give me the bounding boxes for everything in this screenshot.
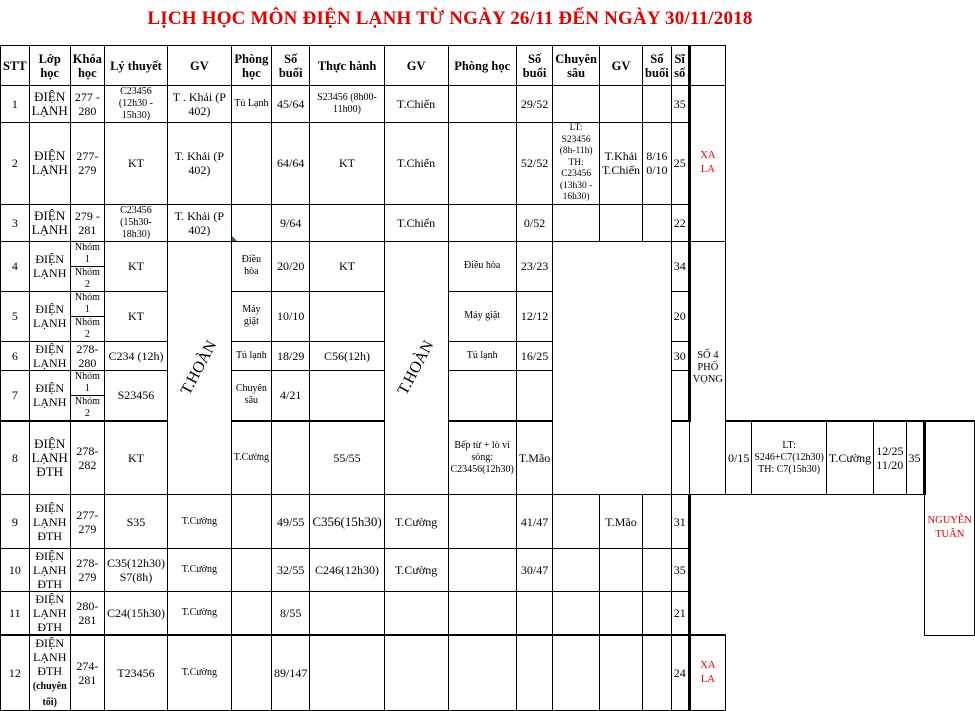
cell-thuc-hanh xyxy=(310,370,384,421)
cell-nhom: Nhóm 1 xyxy=(70,291,104,316)
header-gv-3: GV xyxy=(599,46,642,86)
cell-lop: ĐIỆN LẠNH xyxy=(29,86,70,123)
cell-gv: T . Khải (P 402) xyxy=(167,86,231,123)
cell-so-buoi-2: 30/47 xyxy=(516,549,552,592)
header-si-so: Sĩ số xyxy=(671,46,689,86)
cell-phong xyxy=(231,592,271,636)
cell-lop: ĐIỆN LẠNH ĐTH xyxy=(29,592,70,636)
cell-stt: 12 xyxy=(1,635,30,711)
cell-gv-2 xyxy=(384,635,448,711)
cell-phong-2 xyxy=(448,123,516,205)
cell-khoa: 279 - 281 xyxy=(70,204,104,241)
header-gv-2: GV xyxy=(384,46,448,86)
header-phong-hoc-2: Phòng học xyxy=(448,46,516,86)
cell-stt: 6 xyxy=(1,341,30,370)
cell-ly-thuyet: KT xyxy=(104,291,167,341)
cell-lop: ĐIỆN LẠNH ĐTH xyxy=(29,495,70,549)
cell-lop: ĐIỆN LẠNH xyxy=(29,291,70,341)
header-ly-thuyet: Lý thuyết xyxy=(104,46,167,86)
cell-chuyen-sau xyxy=(553,635,600,711)
cell-ly-thuyet: C23456 (12h30 - 15h30) xyxy=(104,86,167,123)
cell-thuc-hanh: S23456 (8h00-11h00) xyxy=(310,86,384,123)
cell-so-buoi: 18/29 xyxy=(272,341,310,370)
cell-lop xyxy=(29,635,70,711)
cell-phong xyxy=(231,635,271,711)
cell-phong: Tủ Lạnh xyxy=(231,86,271,123)
table-row xyxy=(1,495,975,549)
page-title: LỊCH HỌC MÔN ĐIỆN LẠNH TỪ NGÀY 26/11 ĐẾN NGÀY 30/11/2018 xyxy=(147,8,753,29)
cell-so-buoi: 10/10 xyxy=(272,291,310,341)
cell-phong-2 xyxy=(448,86,516,123)
cell-stt: 10 xyxy=(1,549,30,592)
cell-ly-thuyet: S35 xyxy=(104,495,167,549)
cell-si-so: 24 xyxy=(671,635,689,711)
cell-nhom: Nhóm 2 xyxy=(70,266,104,291)
group-teacher-cell-2 xyxy=(384,241,448,495)
cell-gv-2: T.Chiến xyxy=(384,123,448,205)
cell-so-buoi-2: 23/23 xyxy=(516,241,552,291)
header-so-buoi: Số buổi xyxy=(272,46,310,86)
cell-ly-thuyet: KT xyxy=(104,123,167,205)
cell-ly-thuyet: S23456 xyxy=(104,370,167,421)
table-row xyxy=(1,341,975,370)
cell-phong: Điều hòa xyxy=(231,241,271,291)
cell-chuyen-sau xyxy=(553,549,600,592)
cell-lop-note: (chuyên tối) xyxy=(32,681,67,708)
cell-gv-3: T.Khải T.Chiến xyxy=(599,123,642,205)
cell-gv: T.Cường xyxy=(167,592,231,636)
cell-so-buoi-2 xyxy=(516,592,552,636)
cell-so-buoi-3 xyxy=(643,549,672,592)
cell-si-so: 34 xyxy=(671,241,689,291)
table-row xyxy=(1,241,975,266)
cell-gv: T.Cường xyxy=(167,495,231,549)
location-xa-la: XA LA xyxy=(689,86,725,242)
cell-so-buoi: 8/55 xyxy=(272,592,310,636)
cell-phong-2: Máy giặt xyxy=(448,291,516,341)
cell-gv: T. Khải (P 402) xyxy=(167,204,231,241)
cell-lop: ĐIỆN LẠNH ĐTH xyxy=(29,421,70,495)
table-row xyxy=(1,291,975,316)
location-nguyen-tuan: NGUYỄN TUÂN xyxy=(924,421,974,636)
cell-lop-name: ĐIỆN LẠNH ĐTH xyxy=(33,636,67,678)
cell-nhom: Nhóm 1 xyxy=(70,370,104,395)
cell-so-buoi-3 xyxy=(643,204,672,241)
cell-khoa: 280-281 xyxy=(70,592,104,636)
cell-phong-2: Tủ lạnh xyxy=(448,341,516,370)
table-row xyxy=(1,370,975,395)
cell-thuc-hanh: C56(12h) xyxy=(310,341,384,370)
cell-nhom: Nhóm 2 xyxy=(70,316,104,341)
cell-gv-3 xyxy=(599,549,642,592)
cell-so-buoi: 20/20 xyxy=(272,241,310,291)
cell-so-buoi-2: 0/15 xyxy=(726,421,752,495)
cell-so-buoi-2: 52/52 xyxy=(516,123,552,205)
cell-khoa: 277 - 280 xyxy=(70,86,104,123)
cell-so-buoi: 89/147 xyxy=(272,635,310,711)
cell-ly-thuyet: C24(15h30) xyxy=(104,592,167,636)
cell-so-buoi-3: 12/25 11/20 xyxy=(874,421,906,495)
schedule-table xyxy=(0,45,975,711)
cell-thuc-hanh: KT xyxy=(310,241,384,291)
cell-so-buoi-3: 8/16 0/10 xyxy=(643,123,672,205)
cell-thuc-hanh xyxy=(310,291,384,341)
header-so-buoi-3: Số buổi xyxy=(643,46,672,86)
header-chuyen-sau: Chuyên sâu xyxy=(553,46,600,86)
cell-thuc-hanh: KT xyxy=(310,123,384,205)
group-teacher-cell xyxy=(167,241,231,495)
cell-khoa: 277-279 xyxy=(70,123,104,205)
table-row xyxy=(1,204,975,241)
cell-so-buoi-3 xyxy=(643,86,672,123)
cell-gv: T.Cường xyxy=(167,635,231,711)
cell-so-buoi: 32/55 xyxy=(272,549,310,592)
header-thuc-hanh: Thực hành xyxy=(310,46,384,86)
cell-ly-thuyet: C234 (12h) xyxy=(104,341,167,370)
cell-gv-2: T.Cường xyxy=(384,549,448,592)
cell-gv-2: T.Chiến xyxy=(384,86,448,123)
cell-thuc-hanh: Bếp từ + lò vi sóng: C23456(12h30) xyxy=(448,421,516,495)
cell-phong: Tủ lạnh xyxy=(231,341,271,370)
cell-so-buoi: 45/64 xyxy=(272,86,310,123)
cell-so-buoi-3 xyxy=(643,592,672,636)
cell-nhom: Nhóm 1 xyxy=(70,241,104,266)
cell-gv-2: T.Chiến xyxy=(384,204,448,241)
cell-gv-3: T.Mão xyxy=(599,495,642,549)
cell-chuyen-sau xyxy=(553,86,600,123)
cell-si-so: 20 xyxy=(671,291,689,341)
cell-gv: T. Khải (P 402) xyxy=(167,123,231,205)
cell-khoa: 278-282 xyxy=(70,421,104,495)
cell-so-buoi-3 xyxy=(643,495,672,549)
cell-so-buoi-2: 0/52 xyxy=(516,204,552,241)
cell-phong xyxy=(231,123,271,205)
cell-phong: Máy giặt xyxy=(231,291,271,341)
header-location xyxy=(689,46,725,86)
table-row xyxy=(1,86,975,123)
cell-khoa: 277-279 xyxy=(70,495,104,549)
cell-so-buoi: 64/64 xyxy=(272,123,310,205)
cell-so-buoi-2: 41/47 xyxy=(516,495,552,549)
cell-lop: ĐIỆN LẠNH xyxy=(29,241,70,291)
table-row xyxy=(1,549,975,592)
cell-phong-2 xyxy=(671,421,689,495)
cell-phong: Chuyên sâu xyxy=(231,370,271,421)
cell-phong-2: Điều hòa xyxy=(448,241,516,291)
cell-stt: 4 xyxy=(1,241,30,291)
cell-si-so: 35 xyxy=(906,421,924,495)
cell-gv-3 xyxy=(599,204,642,241)
cell-si-so: 35 xyxy=(671,549,689,592)
cell-lop: ĐIỆN LẠNH xyxy=(29,204,70,241)
cell-phong xyxy=(231,495,271,549)
header-stt: STT xyxy=(1,46,30,86)
cell-gv-3 xyxy=(599,86,642,123)
cell-stt: 11 xyxy=(1,592,30,636)
cell-so-buoi: 55/55 xyxy=(310,421,384,495)
cell-thuc-hanh xyxy=(310,592,384,636)
cell-so-buoi-2: 16/25 xyxy=(516,341,552,370)
cell-stt: 1 xyxy=(1,86,30,123)
cell-phong-2 xyxy=(448,635,516,711)
cell-gv-3: T.Cường xyxy=(826,421,873,495)
cell-ly-thuyet: C35(12h30) S7(8h) xyxy=(104,549,167,592)
cell-nhom: Nhóm 2 xyxy=(70,395,104,421)
table-row xyxy=(1,635,975,711)
cell-gv: T.Cường xyxy=(167,549,231,592)
cell-gv-2 xyxy=(384,592,448,636)
group-teacher-label-2: T.HOÀN xyxy=(394,337,437,398)
cell-chuyen-sau: LT: S246+C7(12h30) TH: C7(15h30) xyxy=(752,421,827,495)
cell-ly-thuyet: KT xyxy=(104,421,167,495)
cell-chuyen-sau-empty xyxy=(553,241,671,495)
cell-ly-thuyet: C23456 (15h30-18h30) xyxy=(104,204,167,241)
cell-stt: 8 xyxy=(1,421,30,495)
cell-thuc-hanh xyxy=(310,204,384,241)
cell-stt: 2 xyxy=(1,123,30,205)
table-header-row xyxy=(1,46,975,86)
cell-lop: ĐIỆN LẠNH xyxy=(29,370,70,421)
cell-phong xyxy=(231,549,271,592)
cell-si-so: 21 xyxy=(671,592,689,636)
cell-chuyen-sau xyxy=(553,495,600,549)
cell-phong-2 xyxy=(448,204,516,241)
cell-si-so: 31 xyxy=(671,495,689,549)
cell-ly-thuyet: KT xyxy=(104,241,167,291)
cell-gv-2: T.Cường xyxy=(384,495,448,549)
cell-thuc-hanh: C356(15h30) xyxy=(310,495,384,549)
cell-khoa: 278-279 xyxy=(70,549,104,592)
cell-stt: 5 xyxy=(1,291,30,341)
header-phong-hoc: Phòng học xyxy=(231,46,271,86)
cell-thuc-hanh: C246(12h30) xyxy=(310,549,384,592)
cell-so-buoi-2: 12/12 xyxy=(516,291,552,341)
cell-lop: ĐIỆN LẠNH xyxy=(29,123,70,205)
cell-gv-3 xyxy=(599,592,642,636)
table-row xyxy=(1,592,975,636)
cell-gv-2: T.Mão xyxy=(516,421,552,495)
cell-khoa: 274-281 xyxy=(70,635,104,711)
cell-si-so: 30 xyxy=(671,341,689,370)
cell-lop: ĐIỆN LẠNH ĐTH xyxy=(29,549,70,592)
location-xa-la-2: XA LA xyxy=(689,635,725,711)
cell-stt: 9 xyxy=(1,495,30,549)
table-row xyxy=(1,421,975,495)
cell-so-buoi-2 xyxy=(516,635,552,711)
group-teacher-label: T.HOÀN xyxy=(177,337,221,398)
cell-si-so: 35 xyxy=(671,86,689,123)
cell-phong xyxy=(272,421,310,495)
cell-stt: 7 xyxy=(1,370,30,421)
cell-lop: ĐIỆN LẠNH xyxy=(29,341,70,370)
cell-si-so: 25 xyxy=(671,123,689,205)
cell-phong-2 xyxy=(448,495,516,549)
header-khoa-hoc: Khóa học xyxy=(70,46,104,86)
cell-so-buoi-2 xyxy=(516,370,552,421)
header-lop-hoc: Lớp học xyxy=(29,46,70,86)
cell-so-buoi: 4/21 xyxy=(272,370,310,421)
cell-phong xyxy=(231,204,271,241)
cell-so-buoi-2: 29/52 xyxy=(516,86,552,123)
cell-chuyen-sau xyxy=(553,204,600,241)
cell-gv-3 xyxy=(599,635,642,711)
header-gv: GV xyxy=(167,46,231,86)
cell-phong-2 xyxy=(448,370,516,421)
cell-so-buoi: 49/55 xyxy=(272,495,310,549)
cell-stt: 3 xyxy=(1,204,30,241)
header-so-buoi-2: Số buổi xyxy=(516,46,552,86)
cell-chuyen-sau: LT: S23456 (8h-11h) TH: C23456 (13h30 - 16h30) xyxy=(553,123,600,205)
location-so-4-pho-vong: SỐ 4 PHỐ VỌNG xyxy=(689,241,725,495)
cell-chuyen-sau xyxy=(553,592,600,636)
cell-si-so: 22 xyxy=(671,204,689,241)
cell-phong-2 xyxy=(448,549,516,592)
cell-thuc-hanh xyxy=(310,635,384,711)
cell-so-buoi: 9/64 xyxy=(272,204,310,241)
cell-ly-thuyet: T23456 xyxy=(104,635,167,711)
cell-gv: T.Cường xyxy=(231,421,271,495)
table-row xyxy=(1,123,975,205)
cell-si-so xyxy=(671,370,689,421)
cell-khoa: 278-280 xyxy=(70,341,104,370)
cell-phong-2 xyxy=(448,592,516,636)
cell-so-buoi-3 xyxy=(643,635,672,711)
